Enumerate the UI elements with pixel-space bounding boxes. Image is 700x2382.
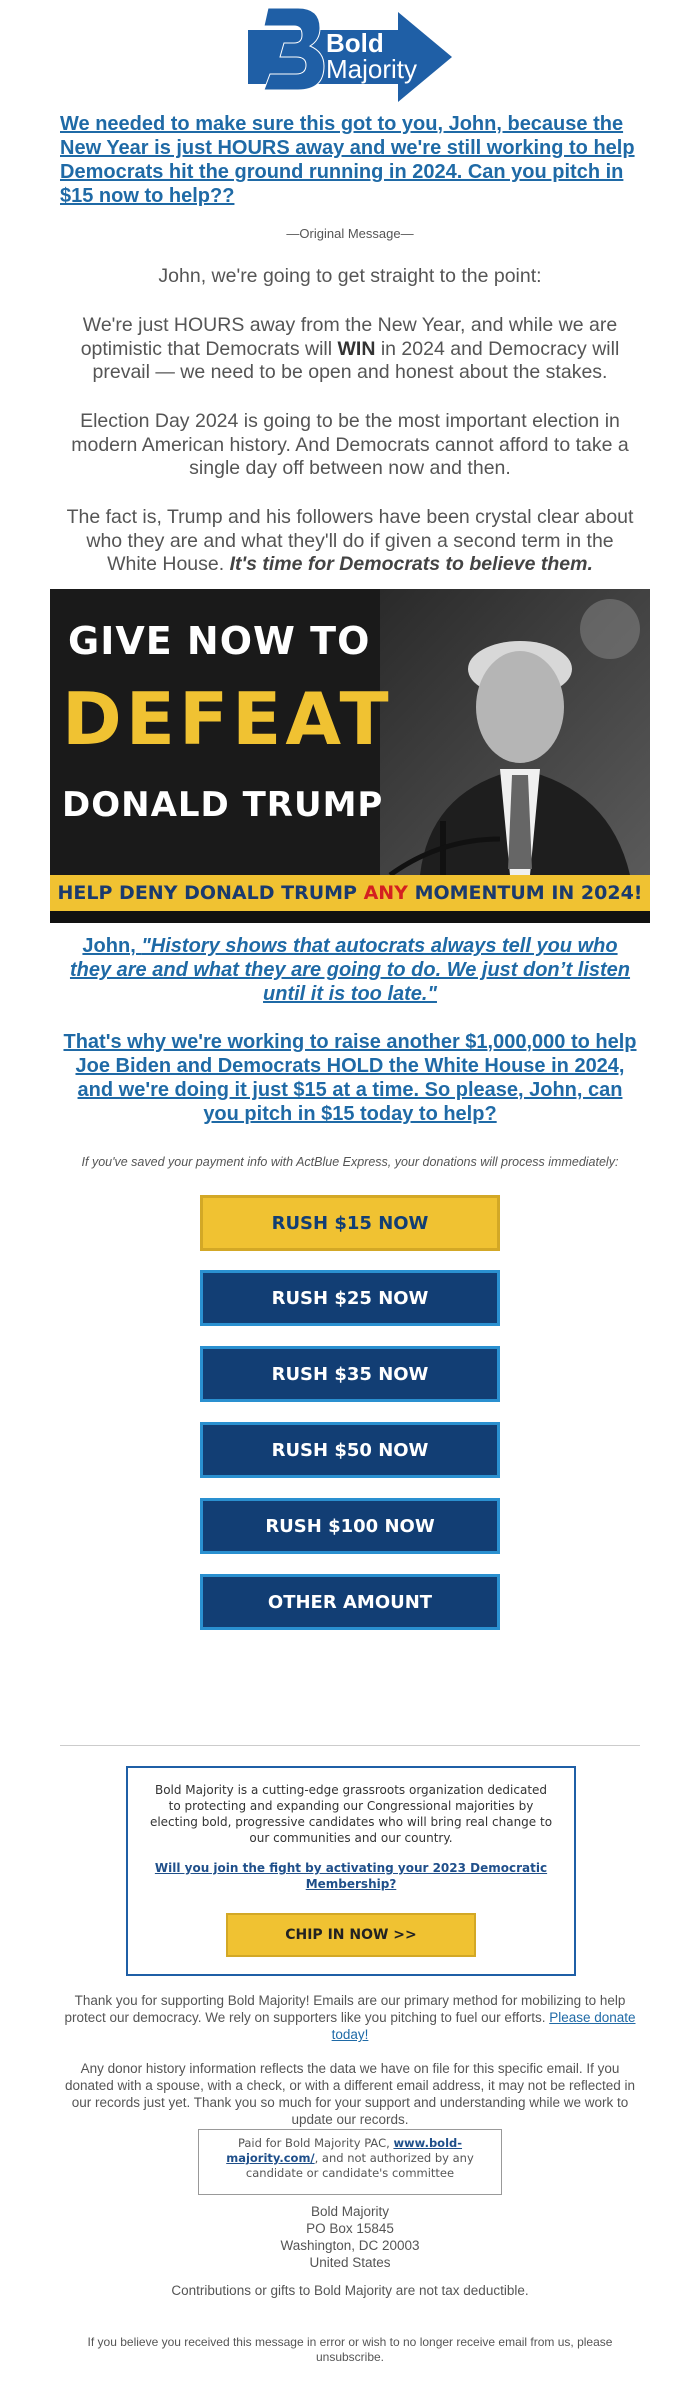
banner-momentum-strip: HELP DENY DONALD TRUMP ANY MOMENTUM IN 2024! bbox=[50, 875, 650, 911]
trump-photo bbox=[380, 589, 650, 875]
other-amount-button[interactable]: OTHER AMOUNT bbox=[200, 1574, 500, 1630]
banner-line-donald-trump: DONALD TRUMP bbox=[62, 785, 384, 825]
about-text: Bold Majority is a cutting-edge grassroots organization dedicated to protecting and expanding our Congressional majorities by electing bold, progressive candidates who will bring real change to our communities and our country. bbox=[149, 1783, 553, 1845]
bold-majority-logo[interactable] bbox=[240, 2, 460, 106]
logo-text-bold: Bold bbox=[326, 28, 384, 58]
fundraising-ask-link[interactable]: That's why we're working to raise another $1,000,000 to help Joe Biden and Democrats HOLD the White House in 2024, and we're doing it just $15 at a time. So please, John, can you pitch in $15 today to help? bbox=[63, 1031, 637, 1125]
footer-divider bbox=[60, 1745, 640, 1746]
rush-35-button[interactable]: RUSH $35 NOW bbox=[200, 1346, 500, 1402]
address-name: Bold Majority bbox=[310, 2204, 390, 2219]
address-city: Washington, DC 20003 bbox=[280, 2238, 420, 2253]
trump-paragraph: The fact is, Trump and his followers have been crystal clear about who they are and what they'll do if given a second term in the White House. It's time for Democrats to believe them. bbox=[66, 506, 634, 575]
address-country: United States bbox=[309, 2255, 391, 2270]
thanks-paragraph: Thank you for supporting Bold Majority! Emails are our primary method for mobilizing to help protect our democracy. We rely on supporters like you pitching to fuel our efforts. Please donate today! bbox=[64, 1993, 636, 2042]
election-paragraph: Election Day 2024 is going to be the most important election in modern American history. And Democrats cannot afford to take a single day off between now and then. bbox=[71, 410, 629, 479]
rush-15-button[interactable]: RUSH $15 NOW bbox=[200, 1195, 500, 1251]
banner-line-defeat: DEFEAT bbox=[62, 677, 393, 761]
original-message-label: —Original Message— bbox=[286, 226, 414, 241]
rush-25-button[interactable]: RUSH $25 NOW bbox=[200, 1270, 500, 1326]
headline-link[interactable]: We needed to make sure this got to you, John, because the New Year is just HOURS away and we're still working to help Democrats hit the ground running in 2024. Can you pitch in $15 now to help?? bbox=[60, 113, 635, 207]
unsubscribe-note[interactable]: If you believe you received this message in error or wish to no longer receive email from us, please unsubscribe. bbox=[87, 2335, 613, 2364]
intro-paragraph: John, we're going to get straight to the point: bbox=[158, 265, 542, 287]
donor-info-paragraph: Any donor history information reflects the data we have on file for this specific email. If you donated with a spouse, with a check, or with a different email address, it may not be reflected in our records just yet. Thank you so much for your support and understanding while we work to update our records. bbox=[64, 2061, 636, 2127]
stakes-paragraph: We're just HOURS away from the New Year, and while we are optimistic that Democrats will WIN in 2024 and Democracy will prevail — we need to be open and honest about the stakes. bbox=[80, 314, 620, 383]
believe-emphasis: It's time for Democrats to believe them. bbox=[229, 553, 593, 575]
logo-text-majority: Majority bbox=[326, 54, 418, 84]
membership-link[interactable]: Will you join the fight by activating your 2023 Democratic Membership? bbox=[154, 1861, 548, 1891]
address-street: PO Box 15845 bbox=[306, 2221, 394, 2236]
history-quote-link[interactable]: John, "History shows that autocrats always tell you who they are and what they are going to do. We just don’t listen until it is too late." bbox=[69, 935, 631, 1005]
rush-100-button[interactable]: RUSH $100 NOW bbox=[200, 1498, 500, 1554]
win-emphasis: WIN bbox=[337, 337, 376, 360]
mailing-address bbox=[0, 2203, 700, 2271]
defeat-trump-banner[interactable] bbox=[50, 589, 650, 923]
rush-50-button[interactable]: RUSH $50 NOW bbox=[200, 1422, 500, 1478]
donate-today-link[interactable]: Please donate today! bbox=[331, 2010, 636, 2042]
chip-in-button[interactable]: CHIP IN NOW >> bbox=[226, 1913, 476, 1957]
tax-note: Contributions or gifts to Bold Majority are not tax deductible. bbox=[171, 2283, 529, 2298]
about-box bbox=[126, 1766, 576, 1976]
logo-header bbox=[0, 0, 700, 110]
website-link[interactable]: www.bold-majority.com/ bbox=[226, 2136, 463, 2165]
banner-line-give-now: GIVE NOW TO bbox=[68, 619, 371, 663]
actblue-express-note: If you've saved your payment info with ActBlue Express, your donations will process immediately: bbox=[81, 1155, 619, 1169]
paid-for-disclaimer: Paid for Bold Majority PAC, www.bold-majority.com/, and not authorized by any candidate or candidate's committee bbox=[198, 2129, 502, 2195]
